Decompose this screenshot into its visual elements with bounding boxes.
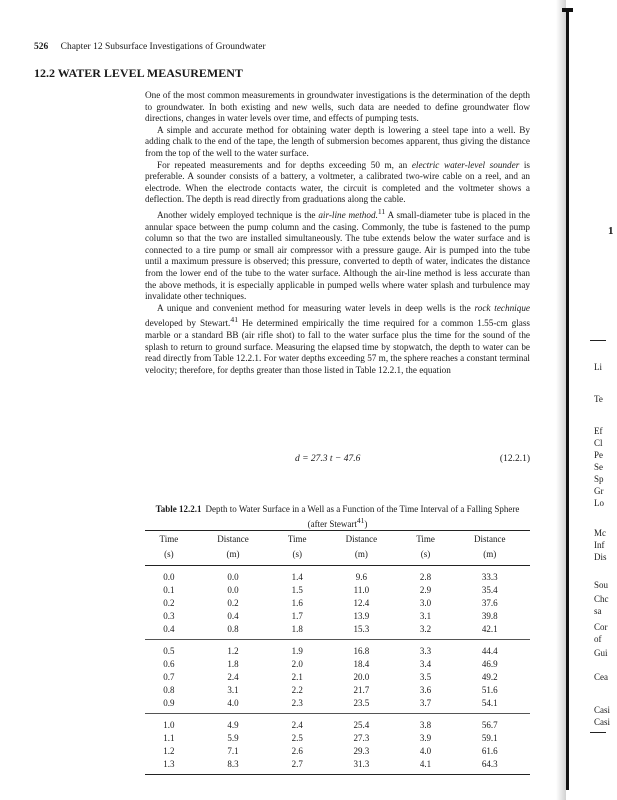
table-cell: 20.0 xyxy=(353,672,370,682)
table-caption-text: Depth to Water Surface in a Well as a Function of the Time Interval of a Falling Sphere (after Stewart xyxy=(205,504,520,529)
table-cell: 46.9 xyxy=(481,659,498,669)
table-cell: 2.8 xyxy=(419,572,432,582)
facing-page-text: of xyxy=(594,634,602,644)
facing-page-text: Casi xyxy=(594,705,611,715)
table-cell: 1.8 xyxy=(291,624,303,634)
table-row-group xyxy=(145,566,530,640)
table-cell: 23.5 xyxy=(353,698,370,708)
table-cell: 3.3 xyxy=(402,640,450,659)
table-cell: 51.6 xyxy=(481,685,498,695)
table-cell: 61.6 xyxy=(481,746,498,756)
table-caption xyxy=(145,503,530,530)
table-cell: 31.3 xyxy=(321,758,402,775)
table-caption-close: ) xyxy=(364,519,368,529)
paragraph-5-text-c: He determined empirically the time required for a common 1.55-cm glass marble or a standard BB (air rifle shot) to fall to the water surface plus the time for the sound of the splash to return to ground surface. Measuring the elapsed time by stopwatch, the depth to water can be read directly from Table 12.2.1. For water depths exceeding 57 m, the sphere reaches a constant terminal velocity; therefore, for depths greater than those listed in Table 12.2.1, the equation xyxy=(145,318,530,375)
binding-edge xyxy=(566,10,569,790)
table-cell: 1.9 xyxy=(273,640,321,659)
table-cell: 0.2 xyxy=(227,598,239,608)
table-cell: 27.3 xyxy=(353,733,370,743)
table-cell: 29.3 xyxy=(353,746,370,756)
facing-page-rule xyxy=(590,732,606,733)
table-cell: 3.6 xyxy=(419,685,432,695)
table-cell: 35.4 xyxy=(481,585,498,595)
column-unit: (m) xyxy=(449,546,530,566)
facing-page-text: Sou xyxy=(594,580,609,590)
table-row xyxy=(145,732,530,745)
equation-text: d = 27.3 t − 47.6 xyxy=(295,454,361,464)
table-cell: 12.4 xyxy=(353,598,370,608)
table-row xyxy=(145,566,530,585)
facing-page-text: Pe xyxy=(594,450,603,460)
table-cell: 3.2 xyxy=(419,624,432,634)
table-cell: 0.4 xyxy=(163,624,175,634)
paragraph-5-text-b: developed by Stewart. xyxy=(145,318,231,329)
table-row xyxy=(145,623,530,640)
page-number: 526 xyxy=(34,42,49,52)
table-cell: 0.7 xyxy=(163,672,175,682)
column-header: Time xyxy=(145,531,193,547)
table-cell: 3.8 xyxy=(402,714,450,733)
table-cell: 2.7 xyxy=(273,758,321,775)
table-cell: 0.6 xyxy=(163,659,175,669)
table-cell: 0.8 xyxy=(227,624,239,634)
table-cell: 4.0 xyxy=(419,746,432,756)
table-row xyxy=(145,714,530,733)
table-cell: 2.5 xyxy=(291,733,303,743)
table-cell: 33.3 xyxy=(481,572,498,582)
table-cell: 11.0 xyxy=(353,585,370,595)
facing-page-text: sa xyxy=(594,606,602,616)
table-row xyxy=(145,758,530,775)
table-cell: 4.9 xyxy=(193,714,274,733)
facing-page-text: Inf xyxy=(594,540,605,550)
table-cell: 1.2 xyxy=(163,746,175,756)
table-cell: 2.4 xyxy=(227,672,239,682)
table-row xyxy=(145,584,530,597)
paragraph-5 xyxy=(145,303,530,377)
column-unit: (m) xyxy=(193,546,274,566)
facing-page-text: Te xyxy=(594,394,603,404)
table-caption-ref: 41 xyxy=(356,516,365,525)
paragraph-2: A simple and accurate method for obtaining water depth is lowering a steel tape into a well. By adding chalk to the end of the tape, the length of submersion becomes apparent, thus giving the distance from the top of the well to the water surface. xyxy=(145,124,530,158)
table-cell: 37.6 xyxy=(481,598,498,608)
table-cell: 1.2 xyxy=(193,640,274,659)
table-cell: 3.5 xyxy=(419,672,432,682)
table-cell: 2.9 xyxy=(419,585,432,595)
table-cell: 1.6 xyxy=(291,598,303,608)
binding-shadow xyxy=(556,0,566,800)
column-header: Time xyxy=(402,531,450,547)
facing-page-text: Casi xyxy=(594,717,611,727)
column-unit: (s) xyxy=(145,546,193,566)
table-cell: 0.5 xyxy=(145,640,193,659)
column-unit: (s) xyxy=(402,546,450,566)
table-cell: 15.3 xyxy=(353,624,370,634)
table-cell: 2.1 xyxy=(291,672,303,682)
facing-page-rule xyxy=(590,340,606,341)
facing-page-text: Dis xyxy=(594,552,607,562)
table-cell: 1.3 xyxy=(145,758,193,775)
facing-page-text: Sp xyxy=(594,474,604,484)
table-row xyxy=(145,640,530,659)
table-row xyxy=(145,671,530,684)
paragraph-3-text-a: For repeated measurements and for depths exceeding 50 m, an xyxy=(157,159,412,170)
table-cell: 8.3 xyxy=(193,758,274,775)
column-header: Distance xyxy=(193,531,274,547)
facing-page-text: Cl xyxy=(594,438,603,448)
paragraph-4-text-b: A small-diameter tube is placed in the annular space between the pump column and the casing. Commonly, the tube is fastened to the pump column so that the two are installed simultaneously. The tube extends below the water surface and is connected to a tire pump or small air compressor with a pressure gauge. Air is pumped into the tube until a maximum pressure is observed; this pressure, converted to depth of water, indicates the distance from the lower end of the tube to the water surface. Although the air-line method is less accurate than the above methods, it is especially applicable in pumped wells where water splash and turbulence may invalidate other techniques. xyxy=(145,210,530,302)
table-cell: 2.3 xyxy=(291,698,303,708)
facing-page-text: Cea xyxy=(594,672,608,682)
facing-page-text: Chc xyxy=(594,594,609,604)
column-header: Distance xyxy=(449,531,530,547)
table-cell: 7.1 xyxy=(227,746,239,756)
table-cell: 0.0 xyxy=(227,585,239,595)
table-row xyxy=(145,745,530,758)
facing-page-text: Gui xyxy=(594,648,608,658)
table-cell: 4.0 xyxy=(227,698,239,708)
table-cell: 0.0 xyxy=(227,572,239,582)
table-cell: 0.2 xyxy=(163,598,175,608)
table-cell: 0.1 xyxy=(163,585,175,595)
column-unit: (s) xyxy=(273,546,321,566)
paragraph-1: One of the most common measurements in groundwater investigations is the determination of the depth to groundwater. In both existing and new wells, such data are needed to define groundwater flow directions, changes in water levels over time, and effects of pumping tests. xyxy=(145,90,530,124)
facing-page-text: Se xyxy=(594,462,603,472)
table-cell: 3.7 xyxy=(419,698,432,708)
column-header: Distance xyxy=(321,531,402,547)
column-unit: (m) xyxy=(321,546,402,566)
table-cell: 3.1 xyxy=(227,685,239,695)
term-electric-sounder: electric water-level sounder xyxy=(411,159,520,170)
table-cell: 42.1 xyxy=(481,624,498,634)
table-row-group xyxy=(145,714,530,775)
table-cell: 2.2 xyxy=(291,685,303,695)
paragraph-3 xyxy=(145,160,530,206)
paragraph-3-text-b: is preferable. A sounder consists of a battery, a voltmeter, a calibrated two-wire cable on a reel, and an electrode. When the electrode contacts water, the circuit is completed and the voltmeter shows a deflection. The depth is read directly from graduations along the cable. xyxy=(145,159,530,205)
table-cell: 18.4 xyxy=(353,659,370,669)
table-row xyxy=(145,697,530,714)
table-cell: 3.0 xyxy=(419,598,432,608)
table-cell: 2.4 xyxy=(273,714,321,733)
table-cell: 0.9 xyxy=(163,698,175,708)
table-cell: 3.9 xyxy=(419,733,432,743)
unit-row xyxy=(145,546,530,566)
table-row xyxy=(145,684,530,697)
column-header: Time xyxy=(273,531,321,547)
equation-number: (12.2.1) xyxy=(499,454,530,464)
table-row xyxy=(145,610,530,623)
table-cell: 0.4 xyxy=(227,611,239,621)
table-cell: 2.0 xyxy=(291,659,303,669)
table-cell: 54.1 xyxy=(481,698,498,708)
facing-page-text: Gr xyxy=(594,486,604,496)
facing-page-fragment xyxy=(582,0,617,800)
table-cell: 1.7 xyxy=(291,611,303,621)
chapter-title: Chapter 12 Subsurface Investigations of Groundwater xyxy=(60,42,266,52)
table-cell: 0.0 xyxy=(163,572,175,582)
facing-page-text: Ef xyxy=(594,426,603,436)
body-text xyxy=(145,90,530,376)
table-cell: 59.1 xyxy=(481,733,498,743)
reference-41: 41 xyxy=(230,315,239,325)
depth-time-table xyxy=(145,530,530,775)
paragraph-4-text-a: Another widely employed technique is the xyxy=(157,210,319,220)
table-cell: 21.7 xyxy=(353,685,370,695)
reference-11: 11 xyxy=(377,206,386,216)
running-head xyxy=(34,42,266,52)
table-row-group xyxy=(145,640,530,714)
table-cell: 1.1 xyxy=(163,733,175,743)
table-row xyxy=(145,658,530,671)
table-row xyxy=(145,597,530,610)
table-cell: 1.0 xyxy=(145,714,193,733)
table-cell: 1.4 xyxy=(291,572,303,582)
table-cell: 44.4 xyxy=(449,640,530,659)
table-cell: 16.8 xyxy=(321,640,402,659)
facing-page-text: Cor xyxy=(594,622,608,632)
table-cell: 0.8 xyxy=(163,685,175,695)
table-cell: 13.9 xyxy=(353,611,370,621)
table-cell: 39.8 xyxy=(481,611,498,621)
table-cell: 2.6 xyxy=(291,746,303,756)
table-cell: 25.4 xyxy=(321,714,402,733)
facing-page-text: Li xyxy=(594,362,602,372)
section-title: 12.2 WATER LEVEL MEASUREMENT xyxy=(34,66,243,80)
table-cell: 56.7 xyxy=(449,714,530,733)
paragraph-4 xyxy=(145,206,530,303)
equation-12-2-1 xyxy=(145,454,530,468)
table-cell: 3.1 xyxy=(419,611,432,621)
table-cell: 4.1 xyxy=(402,758,450,775)
table-cell: 1.8 xyxy=(227,659,239,669)
data-table xyxy=(145,530,530,775)
table-cell: 3.4 xyxy=(419,659,432,669)
header-row xyxy=(145,531,530,547)
table-cell: 0.3 xyxy=(163,611,175,621)
table-cell: 1.5 xyxy=(291,585,303,595)
table-label: Table 12.2.1 xyxy=(155,504,202,514)
table-cell: 49.2 xyxy=(481,672,498,682)
term-air-line-method: air-line method. xyxy=(318,210,378,220)
table-cell: 9.6 xyxy=(355,572,367,582)
table-cell: 5.9 xyxy=(227,733,239,743)
paragraph-5-text-a: A unique and convenient method for measuring water levels in deep wells is the xyxy=(157,302,475,313)
facing-page-text: 1 xyxy=(608,225,614,237)
facing-page-text: Mc xyxy=(594,528,606,538)
table-cell: 64.3 xyxy=(449,758,530,775)
term-rock-technique: rock technique xyxy=(474,302,530,313)
facing-page-text: Lo xyxy=(594,498,604,508)
